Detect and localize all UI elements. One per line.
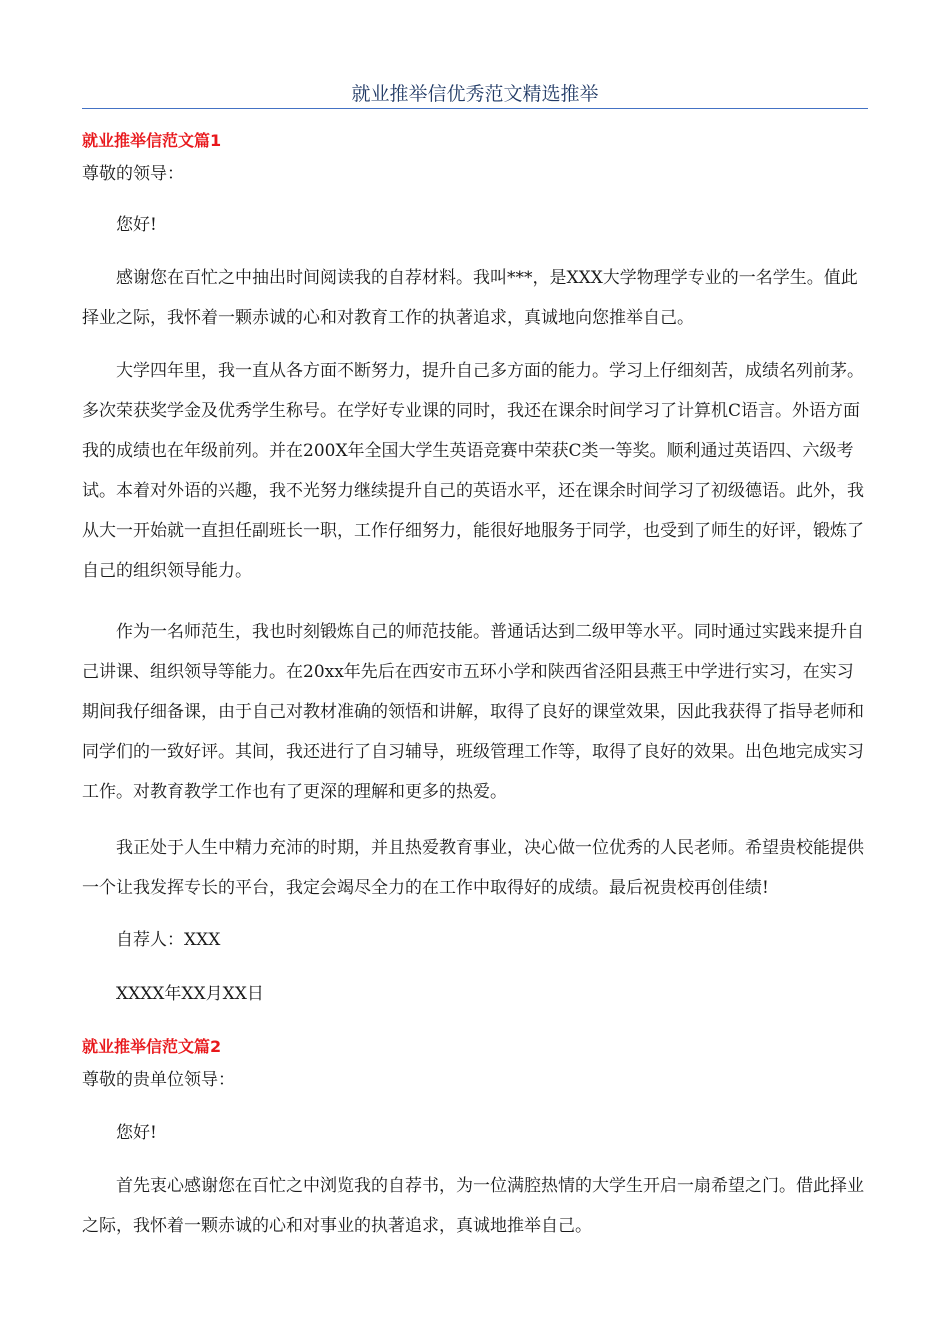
section-heading-2: 就业推举信范文篇2 — [82, 1037, 222, 1056]
page-header-title: 就业推举信优秀范文精选推举 — [351, 83, 599, 105]
paragraph-1-1: 感谢您在百忙之中抽出时间阅读我的自荐材料。我叫***，是XXX大学物理学专业的一名学生。值此择业之际，我怀着一颗赤诚的心和对教育工作的执著追求，真诚地向您推举自己。 — [82, 268, 858, 328]
header-divider — [82, 108, 868, 109]
greeting-2: 您好! — [116, 1123, 157, 1143]
salutation-1: 尊敬的领导： — [82, 164, 184, 184]
date-1: XXXX年XX月XX日 — [116, 984, 264, 1004]
paragraph-1-2: 大学四年里，我一直从各方面不断努力，提升自己多方面的能力。学习上仔细刻苦，成绩名列前茅。多次荣获奖学金及优秀学生称号。在学好专业课的同时，我还在课余时间学习了计算机C语言。外语方面我的成绩也在年级前列。并在200X年全国大学生英语竞赛中荣获C类一等奖。顺利通过英语四、六级考试。本着对外语的兴趣，我不光努力继续提升自己的英语水平，还在课余时间学习了初级德语。此外，我从大一开始就一直担任副班长一职，工作仔细努力，能很好地服务于同学，也受到了师生的好评，锻炼了自己的组织领导能力。 — [82, 361, 864, 581]
paragraph-1-4: 我正处于人生中精力充沛的时期，并且热爱教育事业，决心做一位优秀的人民老师。希望贵校能提供一个让我发挥专长的平台，我定会竭尽全力的在工作中取得好的成绩。最后祝贵校再创佳绩! — [82, 838, 864, 898]
greeting-1: 您好! — [116, 215, 157, 235]
paragraph-1-3: 作为一名师范生，我也时刻锻炼自己的师范技能。普通话达到二级甲等水平。同时通过实践来提升自己讲课、组织领导等能力。在20xx年先后在西安市五环小学和陕西省泾阳县燕王中学进行实习，在实习期间我仔细备课，由于自己对教材准确的领悟和讲解，取得了良好的课堂效果，因此我获得了指导老师和同学们的一致好评。其间，我还进行了自习辅导，班级管理工作等，取得了良好的效果。出色地完成实习工作。对教育教学工作也有了更深的理解和更多的热爱。 — [82, 622, 864, 802]
salutation-2: 尊敬的贵单位领导： — [82, 1070, 235, 1090]
paragraph-2-1: 首先衷心感谢您在百忙之中浏览我的自荐书，为一位满腔热情的大学生开启一扇希望之门。借此择业之际，我怀着一颗赤诚的心和对事业的执著追求，真诚地推举自己。 — [82, 1176, 864, 1236]
section-heading-1: 就业推举信范文篇1 — [82, 131, 222, 150]
signature-1: 自荐人：XXX — [116, 930, 221, 950]
